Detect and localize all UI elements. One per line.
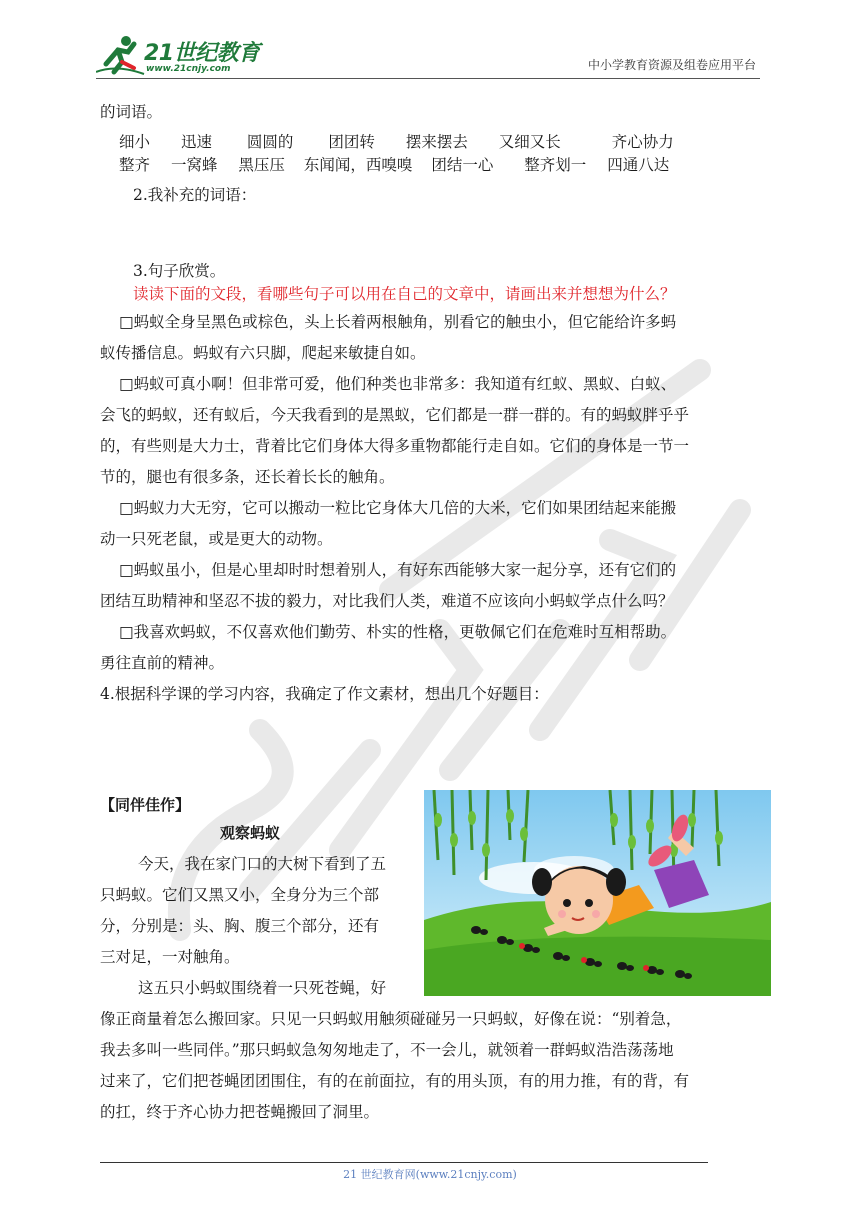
platform-name: 中小学教育资源及组卷应用平台 [587, 58, 756, 72]
peer-section-heading: 【同伴佳作】 [100, 796, 191, 814]
paragraph-line: □蚂蚁虽小，但是心里却时时想着别人，有好东西能够大家一起分享，还有它们的 [119, 561, 677, 579]
paragraph-line: □蚂蚁可真小啊！但非常可爱，他们种类也非常多：我知道有红蚁、黑蚁、白蚁、 [119, 375, 677, 393]
logo-url: www.21cnjy.com [146, 64, 231, 74]
word-list-row2 [119, 150, 669, 180]
word: 整齐划一 [524, 156, 587, 174]
essay-line: 过来了，它们把苍蝇团团围住，有的在前面拉，有的用头顶，有的用力推，有的背，有 [100, 1072, 690, 1090]
essay-line: 像正商量着怎么搬回家。只见一只蚂蚁用触须碰碰另一只蚂蚁，好像在说：“别着急， [100, 1010, 682, 1028]
word: 一窝蜂 [170, 156, 218, 174]
word: 摆来摆去 [405, 133, 468, 151]
page-footer: 21 世纪教育网(www.21cnjy.com) [343, 1168, 517, 1181]
paragraph-line: 节的，腿也有很多条，还长着长长的触角。 [100, 468, 395, 486]
word: 团团转 [328, 133, 375, 151]
paragraph-line: □蚂蚁全身呈黑色或棕色，头上长着两根触角，别看它的触虫小，但它能给许多蚂 [119, 313, 677, 331]
page-header [96, 34, 760, 78]
essay-line: 今天，我在家门口的大树下看到了五 [138, 855, 387, 873]
word: 齐心协力 [611, 133, 674, 151]
word: 整齐 [119, 156, 151, 174]
word: 黑压压 [238, 156, 285, 174]
footer-divider [100, 1162, 708, 1163]
item-4-heading: 4.根据科学课的学习内容，我确定了作文素材，想出几个好题目： [100, 685, 549, 703]
essay-line: 这五只小蚂蚁围绕着一只死苍蝇，好 [138, 979, 387, 997]
logo-title: 21世纪教育 [144, 41, 260, 66]
paragraph-line: 团结互助精神和坚忍不拔的毅力，对比我们人类，难道不应该向小蚂蚁学点什么吗？ [100, 592, 674, 610]
word: 圆圆的 [246, 133, 294, 151]
runner-logo-icon [96, 34, 146, 78]
paragraph-line: 蚁传播信息。蚂蚁有六只脚，爬起来敏捷自如。 [100, 344, 426, 362]
essay-title: 观察蚂蚁 [220, 824, 281, 842]
paragraph-line: □我喜欢蚂蚁，不仅喜欢他们勤劳、朴实的性格，更敬佩它们在危难时互相帮助。 [119, 623, 677, 641]
word: 东闻闻，西嗅嗅 [303, 156, 413, 174]
paragraph-line: □蚂蚁力大无穷，它可以搬动一粒比它身体大几倍的大米，它们如果团结起来能搬 [119, 499, 677, 517]
word: 迅速 [180, 133, 212, 151]
word: 团结一心 [431, 156, 494, 174]
word: 细小 [119, 133, 151, 151]
site-logo [96, 34, 266, 78]
essay-line: 的扛，终于齐心协力把苍蝇搬回了洞里。 [100, 1103, 380, 1121]
essay-line: 只蚂蚁。它们又黑又小，全身分为三个部 [100, 886, 380, 904]
intro-tail: 的词语。 [100, 103, 163, 121]
essay-line: 我去多叫一些同伴。”那只蚂蚁急匆匆地走了，不一会儿，就领着一群蚂蚁浩浩荡荡地 [100, 1041, 674, 1059]
item-2-heading: 2.我补充的词语： [133, 186, 257, 204]
essay-line: 三对足，一对触角。 [100, 948, 240, 966]
instruction-text: 读读下面的文段，看哪些句子可以用在自己的文章中，请画出来并想想为什么？ [133, 285, 676, 303]
paragraph-line: 的，有些则是大力士，背着比它们身体大得多重物都能行走自如。它们的身体是一节一 [100, 437, 690, 455]
word: 四通八达 [607, 156, 670, 174]
header-divider [96, 78, 760, 79]
paragraph-line: 勇往直前的精神。 [100, 654, 225, 672]
item-3-heading: 3.句子欣赏。 [133, 262, 226, 280]
word: 又细又长 [498, 133, 561, 151]
essay-line: 分，分别是：头、胸、腹三个部分，还有 [100, 917, 380, 935]
paragraph-line: 动一只死老鼠，或是更大的动物。 [100, 530, 333, 548]
paragraph-line: 会飞的蚂蚁，还有蚁后，今天我看到的是黑蚁，它们都是一群一群的。有的蚂蚁胖乎乎 [100, 406, 690, 424]
girl-watching-ants-illustration [424, 790, 771, 996]
